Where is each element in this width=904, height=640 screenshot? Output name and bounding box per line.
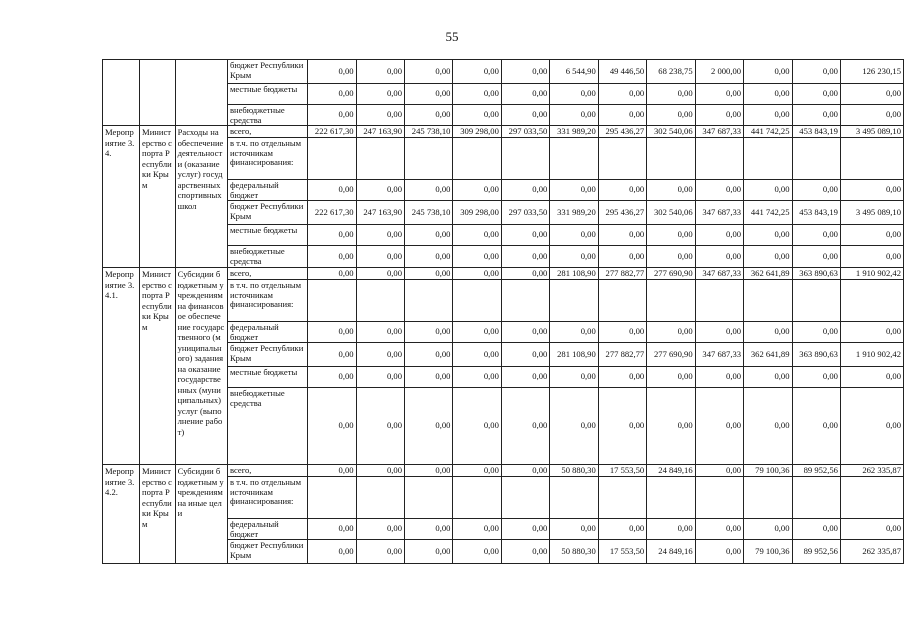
year-value: [695, 280, 743, 322]
budget-table: [102, 59, 904, 564]
year-value: [501, 477, 549, 519]
year-value: 247 163,90: [356, 126, 404, 138]
year-value: 0,00: [744, 388, 792, 465]
year-value: [550, 138, 598, 180]
funding-source: бюджет Республики Крым: [227, 540, 307, 564]
year-value: 0,00: [405, 225, 453, 246]
year-value: 0,00: [550, 322, 598, 343]
year-value: 0,00: [405, 180, 453, 201]
activity-name: [175, 60, 227, 126]
year-value: 441 742,25: [744, 201, 792, 225]
year-value: 0,00: [308, 180, 356, 201]
year-value: 0,00: [501, 388, 549, 465]
year-value: 0,00: [744, 180, 792, 201]
activity-name: Расходы на обеспечение деятельности (оказание услуг) государственных спортивных школ: [175, 126, 227, 268]
funding-source: внебюджетные средства: [227, 246, 307, 268]
activity-label: Мероприятие 3.4.1.: [103, 268, 140, 465]
year-value: [453, 477, 501, 519]
year-value: [792, 280, 840, 322]
year-value: 0,00: [550, 367, 598, 388]
year-value: [792, 477, 840, 519]
total-value: 3 495 089,10: [840, 201, 903, 225]
year-value: 0,00: [501, 180, 549, 201]
year-value: 0,00: [744, 519, 792, 540]
year-value: 309 298,00: [453, 201, 501, 225]
year-value: 0,00: [792, 84, 840, 105]
year-value: 0,00: [405, 322, 453, 343]
year-value: 247 163,90: [356, 201, 404, 225]
year-value: 79 100,36: [744, 465, 792, 477]
year-value: 453 843,19: [792, 201, 840, 225]
year-value: 0,00: [453, 225, 501, 246]
year-value: 0,00: [695, 105, 743, 126]
funding-source: федеральный бюджет: [227, 322, 307, 343]
year-value: 277 882,77: [598, 343, 646, 367]
year-value: 331 989,20: [550, 201, 598, 225]
year-value: [405, 477, 453, 519]
year-value: 0,00: [405, 540, 453, 564]
year-value: 441 742,25: [744, 126, 792, 138]
year-value: 309 298,00: [453, 126, 501, 138]
year-value: 0,00: [453, 105, 501, 126]
year-value: 0,00: [308, 225, 356, 246]
year-value: 0,00: [356, 322, 404, 343]
year-value: 0,00: [356, 60, 404, 84]
year-value: [647, 138, 695, 180]
year-value: 0,00: [405, 519, 453, 540]
funding-source: внебюджетные средства: [227, 105, 307, 126]
year-value: 0,00: [695, 465, 743, 477]
year-value: 0,00: [453, 60, 501, 84]
year-value: 79 100,36: [744, 540, 792, 564]
year-value: [356, 138, 404, 180]
year-value: 0,00: [647, 367, 695, 388]
year-value: 0,00: [356, 343, 404, 367]
year-value: 0,00: [695, 367, 743, 388]
total-value: 1 910 902,42: [840, 268, 903, 280]
funding-source: местные бюджеты: [227, 84, 307, 105]
funding-source: местные бюджеты: [227, 367, 307, 388]
year-value: [356, 477, 404, 519]
year-value: 0,00: [792, 322, 840, 343]
total-value: 0,00: [840, 519, 903, 540]
year-value: 0,00: [695, 180, 743, 201]
year-value: 0,00: [356, 225, 404, 246]
year-value: 0,00: [308, 367, 356, 388]
year-value: 68 238,75: [647, 60, 695, 84]
year-value: 0,00: [405, 60, 453, 84]
total-value: 0,00: [840, 246, 903, 268]
year-value: 0,00: [405, 465, 453, 477]
year-value: 89 952,56: [792, 540, 840, 564]
year-value: [744, 138, 792, 180]
year-value: 277 690,90: [647, 268, 695, 280]
activity-label: Мероприятие 3.4.2.: [103, 465, 140, 564]
year-value: 0,00: [695, 246, 743, 268]
year-value: 297 033,50: [501, 201, 549, 225]
year-value: 0,00: [598, 180, 646, 201]
funding-source: в т.ч. по отдельным источникам финансирования:: [227, 477, 307, 519]
year-value: [308, 477, 356, 519]
year-value: 0,00: [308, 105, 356, 126]
year-value: 0,00: [356, 367, 404, 388]
total-value: 262 335,87: [840, 465, 903, 477]
year-value: [405, 138, 453, 180]
year-value: 302 540,06: [647, 126, 695, 138]
year-value: [501, 138, 549, 180]
year-value: [356, 280, 404, 322]
funding-source: всего,: [227, 126, 307, 138]
total-value: 0,00: [840, 180, 903, 201]
year-value: 0,00: [453, 180, 501, 201]
total-value: 0,00: [840, 225, 903, 246]
year-value: 0,00: [647, 322, 695, 343]
year-value: 0,00: [792, 367, 840, 388]
year-value: 0,00: [550, 225, 598, 246]
year-value: 0,00: [308, 60, 356, 84]
funding-source: всего,: [227, 268, 307, 280]
activity-label: [103, 60, 140, 126]
year-value: 0,00: [744, 225, 792, 246]
year-value: 0,00: [501, 105, 549, 126]
responsible-executor: Министерство спорта Республики Крым: [140, 465, 176, 564]
year-value: 0,00: [550, 388, 598, 465]
year-value: 0,00: [501, 519, 549, 540]
year-value: [308, 280, 356, 322]
year-value: 363 890,63: [792, 268, 840, 280]
year-value: 17 553,50: [598, 540, 646, 564]
year-value: [647, 280, 695, 322]
year-value: [308, 138, 356, 180]
year-value: 0,00: [308, 322, 356, 343]
activity-name: Субсидии бюджетным учреждениям на финансовое обеспечение государственного (муниципального) задания на оказание государственных (муниципальных) услуг (выполнение работ): [175, 268, 227, 465]
year-value: 0,00: [405, 343, 453, 367]
total-value: 0,00: [840, 105, 903, 126]
year-value: 0,00: [453, 246, 501, 268]
year-value: 0,00: [695, 225, 743, 246]
year-value: 0,00: [550, 246, 598, 268]
year-value: 222 617,30: [308, 201, 356, 225]
year-value: 245 738,10: [405, 201, 453, 225]
year-value: [501, 280, 549, 322]
year-value: 362 641,89: [744, 268, 792, 280]
year-value: 331 989,20: [550, 126, 598, 138]
year-value: [598, 138, 646, 180]
funding-source: местные бюджеты: [227, 225, 307, 246]
year-value: 0,00: [647, 246, 695, 268]
year-value: 0,00: [550, 105, 598, 126]
year-value: 0,00: [453, 322, 501, 343]
year-value: 362 641,89: [744, 343, 792, 367]
year-value: [453, 280, 501, 322]
funding-source: всего,: [227, 465, 307, 477]
year-value: 245 738,10: [405, 126, 453, 138]
year-value: 295 436,27: [598, 126, 646, 138]
year-value: 0,00: [744, 105, 792, 126]
total-value: [840, 138, 903, 180]
funding-source: федеральный бюджет: [227, 519, 307, 540]
year-value: 0,00: [598, 519, 646, 540]
year-value: 0,00: [356, 105, 404, 126]
year-value: 0,00: [695, 519, 743, 540]
year-value: [792, 138, 840, 180]
year-value: 347 687,33: [695, 201, 743, 225]
year-value: 0,00: [647, 84, 695, 105]
year-value: [550, 477, 598, 519]
year-value: 24 849,16: [647, 465, 695, 477]
funding-source: бюджет Республики Крым: [227, 60, 307, 84]
year-value: 50 880,30: [550, 540, 598, 564]
year-value: 0,00: [792, 105, 840, 126]
year-value: 0,00: [792, 246, 840, 268]
year-value: [598, 477, 646, 519]
year-value: 0,00: [647, 519, 695, 540]
year-value: 0,00: [453, 343, 501, 367]
year-value: 0,00: [405, 268, 453, 280]
year-value: 0,00: [501, 465, 549, 477]
funding-source: внебюджетные средства: [227, 388, 307, 465]
year-value: 0,00: [792, 180, 840, 201]
year-value: 6 544,90: [550, 60, 598, 84]
year-value: 0,00: [405, 367, 453, 388]
year-value: 0,00: [744, 60, 792, 84]
year-value: 0,00: [598, 105, 646, 126]
funding-source: федеральный бюджет: [227, 180, 307, 201]
responsible-executor: Министерство спорта Республики Крым: [140, 126, 176, 268]
year-value: 281 108,90: [550, 343, 598, 367]
table-row: [103, 268, 904, 280]
year-value: 0,00: [598, 246, 646, 268]
year-value: 0,00: [356, 519, 404, 540]
total-value: 126 230,15: [840, 60, 903, 84]
year-value: 0,00: [501, 540, 549, 564]
table-row: [103, 465, 904, 477]
responsible-executor: [140, 60, 176, 126]
total-value: 0,00: [840, 367, 903, 388]
year-value: 0,00: [792, 225, 840, 246]
total-value: 262 335,87: [840, 540, 903, 564]
year-value: 295 436,27: [598, 201, 646, 225]
year-value: 347 687,33: [695, 343, 743, 367]
year-value: 89 952,56: [792, 465, 840, 477]
year-value: 302 540,06: [647, 201, 695, 225]
year-value: 0,00: [598, 367, 646, 388]
year-value: 49 446,50: [598, 60, 646, 84]
year-value: 0,00: [501, 246, 549, 268]
year-value: 347 687,33: [695, 126, 743, 138]
year-value: 0,00: [453, 84, 501, 105]
total-value: [840, 477, 903, 519]
year-value: 50 880,30: [550, 465, 598, 477]
total-value: 0,00: [840, 322, 903, 343]
year-value: 0,00: [647, 105, 695, 126]
year-value: 0,00: [356, 84, 404, 105]
year-value: 0,00: [501, 225, 549, 246]
activity-name: Субсидии бюджетным учреждениям на иные цели: [175, 465, 227, 564]
year-value: 0,00: [308, 84, 356, 105]
year-value: 297 033,50: [501, 126, 549, 138]
year-value: [744, 280, 792, 322]
year-value: 0,00: [647, 388, 695, 465]
year-value: 0,00: [308, 540, 356, 564]
year-value: 0,00: [308, 343, 356, 367]
year-value: 453 843,19: [792, 126, 840, 138]
total-value: 0,00: [840, 84, 903, 105]
year-value: 0,00: [453, 519, 501, 540]
year-value: 222 617,30: [308, 126, 356, 138]
year-value: 2 000,00: [695, 60, 743, 84]
year-value: 0,00: [453, 388, 501, 465]
year-value: 0,00: [308, 388, 356, 465]
year-value: 0,00: [308, 268, 356, 280]
year-value: 0,00: [501, 60, 549, 84]
year-value: [598, 280, 646, 322]
year-value: 0,00: [598, 84, 646, 105]
year-value: 0,00: [744, 84, 792, 105]
year-value: 0,00: [308, 465, 356, 477]
year-value: 0,00: [744, 246, 792, 268]
year-value: 0,00: [598, 225, 646, 246]
year-value: 0,00: [308, 519, 356, 540]
funding-source: в т.ч. по отдельным источникам финансирования:: [227, 138, 307, 180]
year-value: 0,00: [598, 322, 646, 343]
year-value: [647, 477, 695, 519]
year-value: 363 890,63: [792, 343, 840, 367]
year-value: 0,00: [356, 268, 404, 280]
year-value: 0,00: [744, 367, 792, 388]
year-value: 0,00: [453, 268, 501, 280]
year-value: 0,00: [695, 388, 743, 465]
funding-source: бюджет Республики Крым: [227, 343, 307, 367]
year-value: 0,00: [453, 367, 501, 388]
year-value: 0,00: [356, 465, 404, 477]
year-value: 17 553,50: [598, 465, 646, 477]
year-value: 0,00: [453, 540, 501, 564]
year-value: 0,00: [501, 322, 549, 343]
year-value: 0,00: [695, 84, 743, 105]
year-value: 0,00: [550, 519, 598, 540]
total-value: 0,00: [840, 388, 903, 465]
year-value: 0,00: [405, 246, 453, 268]
year-value: 0,00: [550, 180, 598, 201]
year-value: 0,00: [501, 367, 549, 388]
year-value: 0,00: [356, 540, 404, 564]
activity-label: Мероприятие 3.4.: [103, 126, 140, 268]
year-value: 0,00: [792, 519, 840, 540]
year-value: [550, 280, 598, 322]
year-value: 0,00: [405, 84, 453, 105]
year-value: 0,00: [356, 388, 404, 465]
year-value: 0,00: [501, 84, 549, 105]
year-value: 0,00: [550, 84, 598, 105]
year-value: [695, 138, 743, 180]
year-value: 0,00: [598, 388, 646, 465]
year-value: 0,00: [356, 180, 404, 201]
year-value: 0,00: [501, 343, 549, 367]
year-value: [744, 477, 792, 519]
year-value: 0,00: [308, 246, 356, 268]
year-value: [453, 138, 501, 180]
table-row: [103, 60, 904, 84]
year-value: 277 882,77: [598, 268, 646, 280]
year-value: 0,00: [453, 465, 501, 477]
year-value: [405, 280, 453, 322]
page-number: 55: [445, 29, 459, 44]
year-value: 281 108,90: [550, 268, 598, 280]
year-value: 0,00: [792, 388, 840, 465]
year-value: 0,00: [647, 225, 695, 246]
year-value: [695, 477, 743, 519]
year-value: 0,00: [792, 60, 840, 84]
year-value: 0,00: [647, 180, 695, 201]
year-value: 0,00: [501, 268, 549, 280]
table-row: [103, 126, 904, 138]
responsible-executor: Министерство спорта Республики Крым: [140, 268, 176, 465]
year-value: 0,00: [405, 388, 453, 465]
total-value: [840, 280, 903, 322]
year-value: 0,00: [695, 540, 743, 564]
total-value: 1 910 902,42: [840, 343, 903, 367]
year-value: 0,00: [695, 322, 743, 343]
year-value: 24 849,16: [647, 540, 695, 564]
year-value: 0,00: [744, 322, 792, 343]
total-value: 3 495 089,10: [840, 126, 903, 138]
year-value: 0,00: [405, 105, 453, 126]
funding-source: в т.ч. по отдельным источникам финансирования:: [227, 280, 307, 322]
year-value: 0,00: [356, 246, 404, 268]
year-value: 277 690,90: [647, 343, 695, 367]
funding-source: бюджет Республики Крым: [227, 201, 307, 225]
year-value: 347 687,33: [695, 268, 743, 280]
